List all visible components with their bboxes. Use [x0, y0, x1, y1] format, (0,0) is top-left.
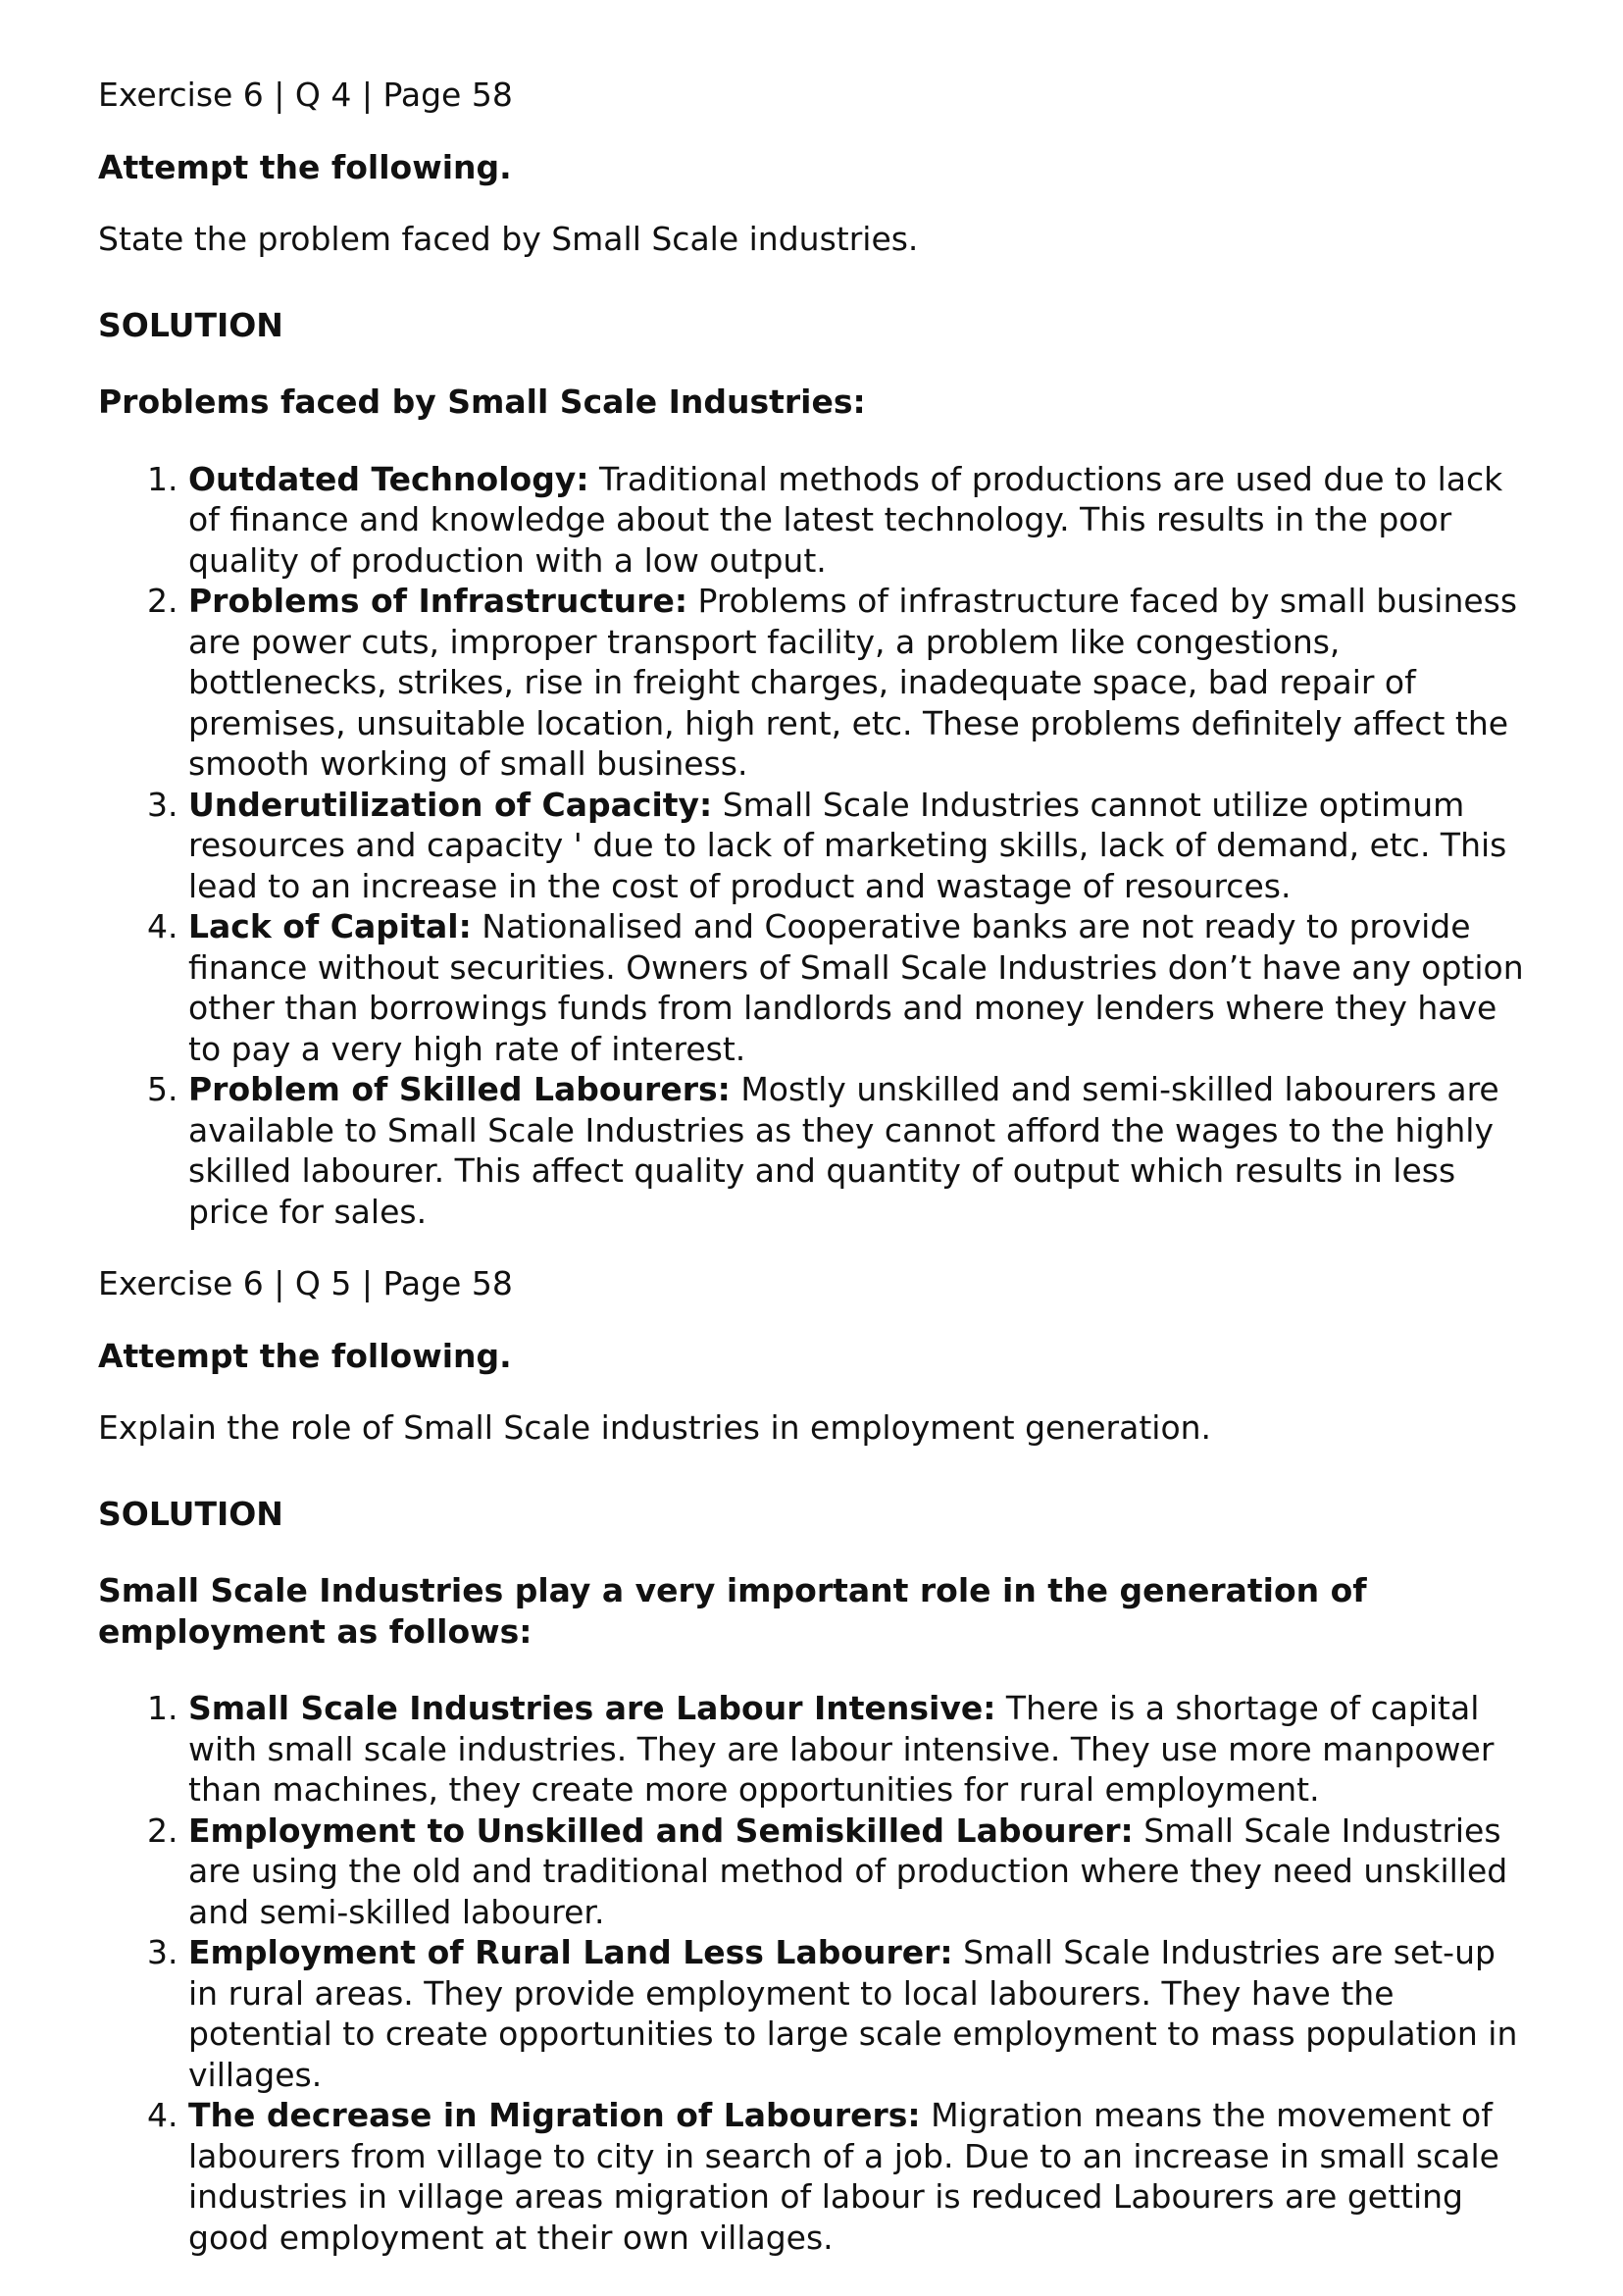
list-item	[188, 1811, 1525, 1933]
point-title: The decrease in Migration of Labourers:	[188, 2096, 921, 2134]
list-item	[188, 459, 1525, 582]
point-text: Nationalised and Cooperative banks are not ready to provide finance without securities. Owners of Small Scale Industries don’t have any option other than borrowings funds from landlords and money lenders where they have to pay a very high rate of interest.	[188, 907, 1524, 1068]
point-title: Problem of Skilled Labourers:	[188, 1070, 731, 1108]
point-title: Lack of Capital:	[188, 907, 472, 945]
point-text: Small Scale Industries cannot utilize optimum resources and capacity ' due to lack of marketing skills, lack of demand, etc. This lead to an increase in the cost of product and wastage of resources.	[188, 785, 1507, 905]
solution-subheading: Problems faced by Small Scale Industries:	[98, 383, 866, 421]
point-text: Mostly unskilled and semi-skilled labourers are available to Small Scale Industries as they cannot afford the wages to the highly skilled labourer. This affect quality and quantity of output which results in less price for sales.	[188, 1070, 1499, 1231]
point-title: Small Scale Industries are Labour Intensive:	[188, 1689, 996, 1727]
point-title: Underutilization of Capacity:	[188, 785, 713, 824]
question-4-section	[98, 75, 1525, 1232]
solution-points-list	[98, 459, 1525, 1233]
list-item	[188, 1932, 1525, 2095]
solution-subheading: Small Scale Industries play a very important role in the generation of employment as follows:	[98, 1571, 1367, 1651]
point-text: Small Scale Industries are using the old and traditional method of production where they need unskilled and semi-skilled labourer.	[188, 1811, 1508, 1931]
point-title: Employment to Unskilled and Semiskilled Labourer:	[188, 1811, 1134, 1850]
point-text: Small Scale Industries are set-up in rural areas. They provide employment to local labourers. They have the potential to create opportunities to large scale employment to mass population in villages.	[188, 1933, 1518, 2094]
point-text: There is a shortage of capital with small scale industries. They are labour intensive. They use more manpower than machines, they create more opportunities for rural employment.	[188, 1689, 1495, 1809]
exercise-reference: Exercise 6 | Q 5 | Page 58	[98, 1264, 513, 1302]
point-text: Problems of infrastructure faced by small business are power cuts, improper transport facility, a problem like congestions, bottlenecks, strikes, rise in freight charges, inadequate space, bad repair of premises, unsuitable location, high rent, etc. These problems definitely affect the smooth working of small business.	[188, 582, 1518, 783]
question-5-section	[98, 1263, 1525, 2258]
point-text: Traditional methods of productions are used due to lack of finance and knowledge about the latest technology. This results in the poor quality of production with a low output.	[188, 459, 1503, 580]
solution-label: SOLUTION	[98, 305, 283, 344]
list-item	[188, 581, 1525, 785]
exercise-reference: Exercise 6 | Q 4 | Page 58	[98, 76, 513, 114]
point-text: Migration means the movement of labourers from village to city in search of a job. Due to an increase in small scale industries in village areas migration of labour is reduced Labourers are getting good employment at their own villages.	[188, 2096, 1499, 2257]
question-heading: Attempt the following.	[98, 147, 512, 186]
point-title: Outdated Technology:	[188, 459, 589, 498]
list-item	[188, 1688, 1525, 1811]
list-item	[188, 906, 1525, 1069]
list-item	[188, 785, 1525, 907]
question-text: State the problem faced by Small Scale industries.	[98, 220, 919, 258]
point-title: Employment of Rural Land Less Labourer:	[188, 1933, 953, 1971]
solution-points-list	[98, 1688, 1525, 2258]
question-text: Explain the role of Small Scale industries in employment generation.	[98, 1408, 1212, 1447]
point-title: Problems of Infrastructure:	[188, 582, 688, 620]
question-heading: Attempt the following.	[98, 1336, 512, 1375]
list-item	[188, 1069, 1525, 1232]
list-item	[188, 2095, 1525, 2258]
solution-label: SOLUTION	[98, 1494, 283, 1533]
